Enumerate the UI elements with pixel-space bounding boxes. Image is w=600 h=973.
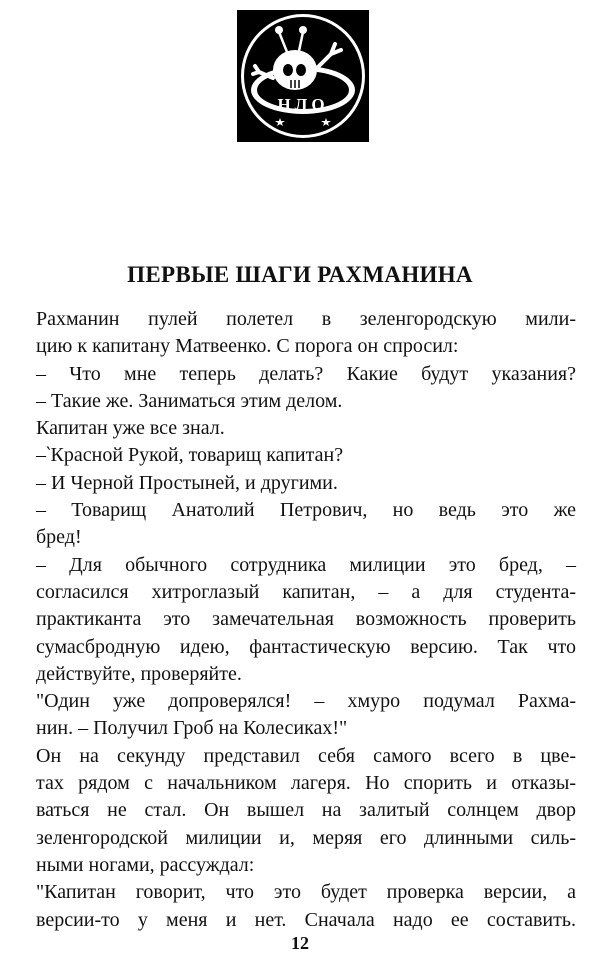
text-line: Капитан уже все знал. [36,417,225,440]
text-line: Он на секунду представил себя самого всего в цве- [36,744,576,767]
text-line: "Один уже допроверялся! – хмуро подумал Рахма- [36,690,576,713]
chapter-title: ПЕРВЫЕ ШАГИ РАХМАНИНА [127,262,473,287]
text-line: – Товарищ Анатолий Петрович, но ведь это же [36,499,576,522]
text-line: бред! [36,526,82,549]
text-line: нин. – Получил Гроб на Колесиках!" [36,717,348,740]
text-line: Рахманин пулей полетел в зеленгородскую мили- [36,308,576,330]
text-line: – Что мне теперь делать? Какие будут указания? [36,362,576,385]
text-line: тах рядом с начальником лагеря. Но спорить и отказы- [36,772,576,795]
text-line: действуйте, проверяйте. [36,662,242,685]
emblem-label: НЛО [277,95,329,114]
text-line: ваться не стал. Он вышел на залитый солнцем двор [36,799,576,822]
text-line: "Капитан говорит, что это будет проверка версии, а [36,881,576,904]
text-line: – Для обычного сотрудника милиции это бред, – [36,553,576,576]
text-line: ными ногами, рассуждал: [36,853,255,876]
text-line: практиканта это замечательная возможность проверить [36,608,576,631]
text-line: – И Черной Простыней, и другими. [36,471,338,494]
text-line: согласился хитроглазый капитан, – а для студента- [36,580,576,603]
ufo-skull-icon [237,10,369,142]
text-line: – Такие же. Заниматься этим делом. [36,389,343,412]
body-text [36,306,576,934]
page-number: 12 [291,933,309,953]
nlo-emblem [237,10,369,142]
text-line: зеленгородской милиции и, меряя его длинными силь- [36,826,576,849]
text-line: версии-то у меня и нет. Сначала надо ее составить. [36,908,576,931]
text-line: сумасбродную идею, фантастическую версию. Так что [36,635,576,658]
text-line: –‵Красной Рукой, товарищ капитан? [36,444,344,467]
text-line: цию к капитану Матвеенко. С порога он спросил: [36,335,459,358]
